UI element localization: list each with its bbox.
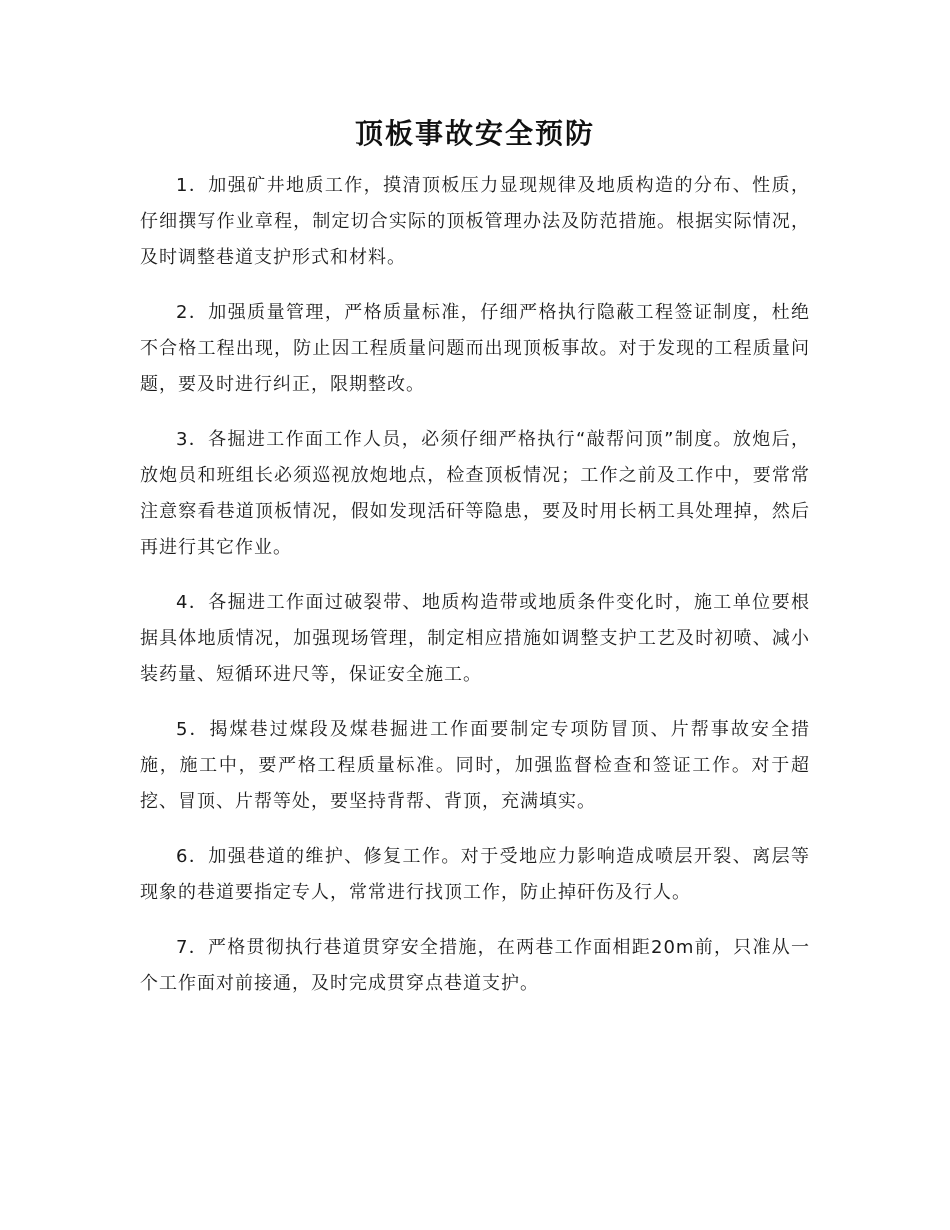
paragraph-3: 3．各掘进工作面工作人员，必须仔细严格执行“敲帮问顶”制度。放炮后，放炮员和班组长必须巡视放炮地点，检查顶板情况；工作之前及工作中，要常常注意察看巷道顶板情况，假如发现活矸等隐患，要及时用长柄工具处理掉，然后再进行其它作业。 [140,429,810,558]
paragraph-2: 2．加强质量管理，严格质量标准，仔细严格执行隐蔽工程签证制度，杜绝不合格工程出现，防止因工程质量问题而出现顶板事故。对于发现的工程质量问题，要及时进行纠正，限期整改。 [140,302,810,395]
paragraph-5: 5．揭煤巷过煤段及煤巷掘进工作面要制定专项防冒顶、片帮事故安全措施，施工中，要严格工程质量标准。同时，加强监督检查和签证工作。对于超挖、冒顶、片帮等处，要坚持背帮、背顶，充满填实。 [140,719,810,812]
paragraph-4: 4．各掘进工作面过破裂带、地质构造带或地质条件变化时，施工单位要根据具体地质情况，加强现场管理，制定相应措施如调整支护工艺及时初喷、减小装药量、短循环进尺等，保证安全施工。 [140,592,810,685]
paragraph-6: 6．加强巷道的维护、修复工作。对于受地应力影响造成喷层开裂、离层等现象的巷道要指定专人，常常进行找顶工作，防止掉矸伤及行人。 [140,846,810,903]
paragraph-7: 7．严格贯彻执行巷道贯穿安全措施，在两巷工作面相距20m前，只准从一个工作面对前接通，及时完成贯穿点巷道支护。 [140,937,810,994]
document-title: 顶板事故安全预防 [354,117,595,150]
paragraph-1: 1．加强矿井地质工作，摸清顶板压力显现规律及地质构造的分布、性质，仔细撰写作业章程，制定切合实际的顶板管理办法及防范措施。根据实际情况，及时调整巷道支护形式和材料。 [140,175,810,268]
document-body [140,168,810,1021]
